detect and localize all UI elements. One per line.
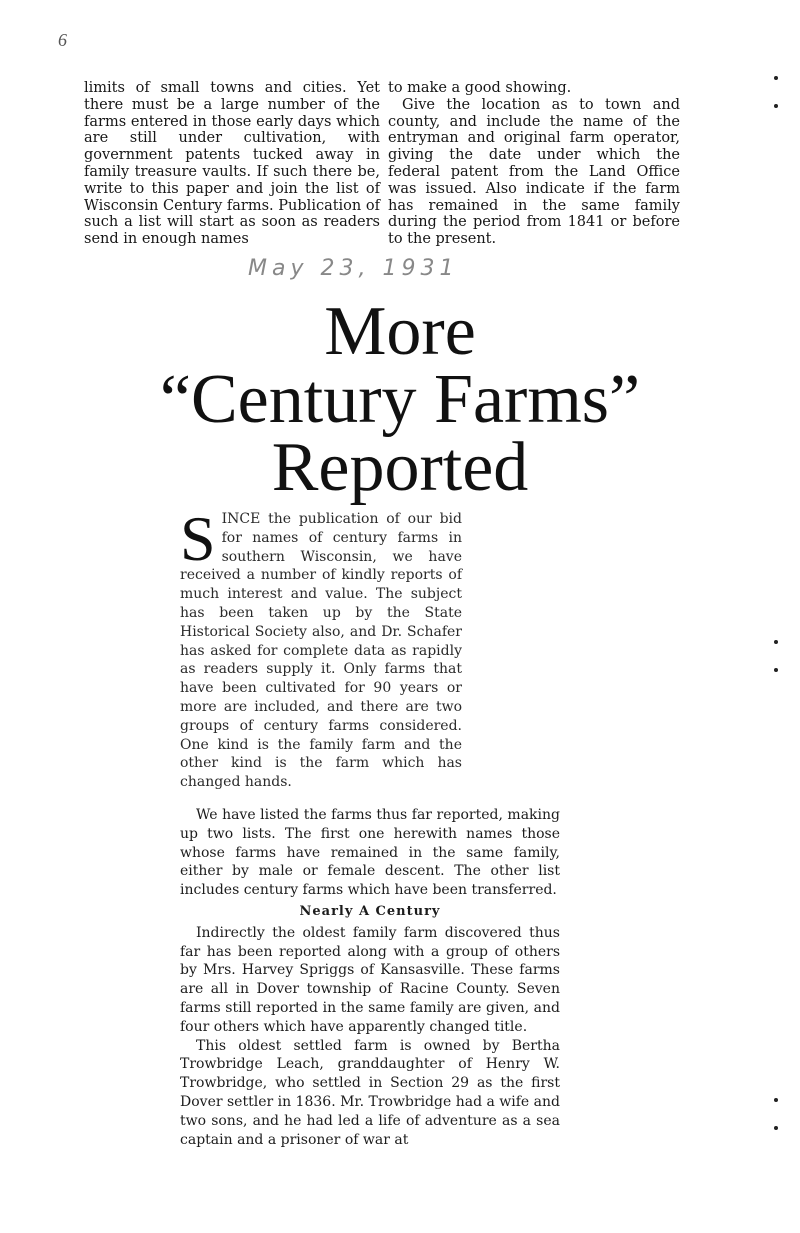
headline-line-1: More: [324, 293, 476, 370]
page-number: 6: [58, 30, 67, 50]
scan-mark-dot: [774, 1126, 778, 1130]
article-body: [180, 806, 560, 1149]
body-paragraph-3: Indirectly the oldest family farm discovered thus far has been reported along with a group of others by Mrs. Harvey Spriggs of Kansasville. These farms are all in Dover township of Racine County. Seven farms still reported in the same family are given, and four others which have apparently changed title.: [180, 924, 560, 1035]
headline-line-3: Reported: [271, 429, 529, 506]
continuation-left-column: limits of small towns and cities. Yet there must be a large number of the farms entered in those early days which are still under cultivation, with government patents tucked away in family treasure vaults. If such there be, write to this paper and join the list of Wisconsin Century farms. Publication of such a list will start as soon as readers send in enough names: [84, 80, 380, 248]
article-headline: [50, 293, 750, 506]
body-paragraph-4: This oldest settled farm is owned by Bertha Trowbridge Leach, granddaughter of Henry W. Trowbridge, who settled in Section 29 as the first Dover settler in 1836. Mr. Trowbridge had a wife and two sons, and he had led a life of adventure as a sea captain and a prisoner of war at: [180, 1037, 560, 1148]
continuation-right-paragraph: Give the location as to town and county, and include the name of the entryman and original farm operator, giving the date under which the federal patent from the Land Office was issued. Also indicate if the farm has remained in the same family during the period from 1841 or before to the present.: [388, 96, 680, 248]
handwritten-date: May 23, 1931: [248, 256, 459, 281]
scan-mark-dot: [774, 668, 778, 672]
continuation-right-line: to make a good showing.: [388, 80, 572, 96]
scan-mark-dot: [774, 1098, 778, 1102]
lead-paragraph: [180, 503, 462, 792]
continuation-right-column: [388, 80, 680, 248]
scan-mark-dot: [774, 76, 778, 80]
subheading: Nearly A Century: [299, 903, 441, 919]
body-paragraph-2: We have listed the farms thus far reported, making up two lists. The first one herewith names those whose farms have remained in the same family, either by male or female descent. The other list includes century farms which have been transferred.: [180, 807, 560, 899]
scan-mark-dot: [774, 104, 778, 108]
headline-line-2: “Century Farms”: [159, 361, 641, 438]
scan-mark-dot: [774, 640, 778, 644]
drop-cap: S: [180, 503, 216, 574]
lead-paragraph-text: INCE the publication of our bid for names of century farms in southern Wisconsin, we have received a number of kindly reports of much interest and value. The subject has been taken up by the State Historical Society also, and Dr. Schafer has asked for complete data as rapidly as readers supply it. Only farms that have been cultivated for 90 years or more are included, and there are two groups of century farms considered. One kind is the family farm and the other kind is the farm which has changed hands.: [180, 511, 462, 791]
